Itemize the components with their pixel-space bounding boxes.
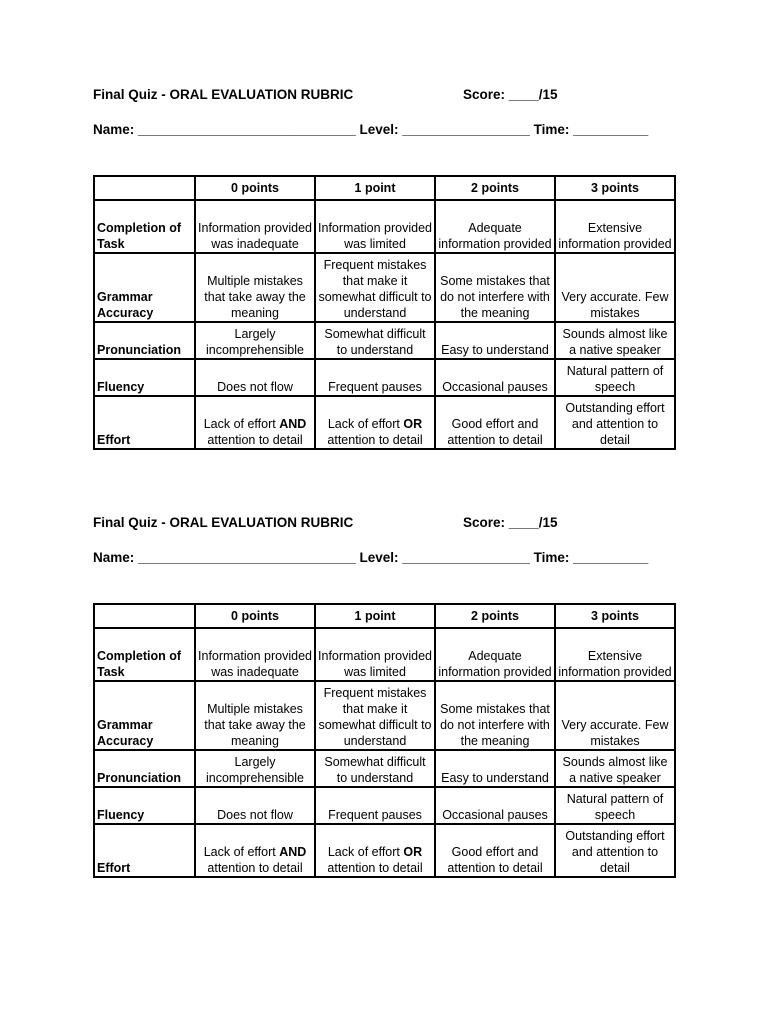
table-cell: Natural pattern of speech bbox=[555, 359, 675, 396]
header-cell-blank bbox=[94, 176, 195, 200]
table-row bbox=[94, 824, 675, 877]
row-label: Effort bbox=[94, 396, 195, 449]
table-cell: Does not flow bbox=[195, 787, 315, 824]
table-cell: Extensive information provided bbox=[555, 200, 675, 253]
header-cell-2-points: 2 points bbox=[435, 176, 555, 200]
table-cell: Natural pattern of speech bbox=[555, 787, 675, 824]
cell-text: Lack of effort bbox=[203, 417, 280, 431]
name-level-time-line: Name: _____________________________ Level: _________________ Time: __________ bbox=[93, 122, 649, 137]
table-cell: Information provided was limited bbox=[315, 200, 435, 253]
table-row bbox=[94, 628, 675, 681]
header-cell-3-points: 3 points bbox=[555, 176, 675, 200]
header-cell-0-points: 0 points bbox=[195, 604, 315, 628]
table-cell: Frequent pauses bbox=[315, 359, 435, 396]
row-label: Fluency bbox=[94, 359, 195, 396]
table-row bbox=[94, 359, 675, 396]
table-cell: Extensive information provided bbox=[555, 628, 675, 681]
table-cell: Very accurate. Few mistakes bbox=[555, 253, 675, 322]
table-cell: Easy to understand bbox=[435, 750, 555, 787]
cell-emphasis: AND bbox=[279, 845, 307, 859]
table-cell: Adequate information provided bbox=[435, 628, 555, 681]
table-row bbox=[94, 200, 675, 253]
cell-text: Lack of effort bbox=[327, 845, 404, 859]
score-field: Score: ____/15 bbox=[463, 515, 558, 530]
header-line bbox=[93, 515, 676, 535]
row-label: Grammar Accuracy bbox=[94, 681, 195, 750]
table-row bbox=[94, 787, 675, 824]
name-level-time-line: Name: _____________________________ Level: _________________ Time: __________ bbox=[93, 550, 649, 565]
cell-text: attention to detail bbox=[327, 861, 423, 875]
table-cell: Occasional pauses bbox=[435, 787, 555, 824]
table-cell: Frequent mistakes that make it somewhat difficult to understand bbox=[315, 253, 435, 322]
table-cell: Good effort and attention to detail bbox=[435, 396, 555, 449]
cell-emphasis: OR bbox=[403, 417, 423, 431]
table-cell bbox=[195, 824, 315, 877]
rubric-table bbox=[93, 603, 676, 878]
table-cell bbox=[195, 396, 315, 449]
header-cell-1-point: 1 point bbox=[315, 176, 435, 200]
table-row bbox=[94, 681, 675, 750]
rubric-sheet-2 bbox=[93, 515, 676, 875]
cell-text: attention to detail bbox=[207, 433, 303, 447]
table-row bbox=[94, 322, 675, 359]
row-label: Effort bbox=[94, 824, 195, 877]
table-cell bbox=[315, 824, 435, 877]
row-label: Grammar Accuracy bbox=[94, 253, 195, 322]
quiz-title: Final Quiz - ORAL EVALUATION RUBRIC bbox=[93, 87, 354, 102]
table-cell: Outstanding effort and attention to detail bbox=[555, 824, 675, 877]
rubric-sheet-1 bbox=[93, 87, 676, 447]
header-row bbox=[94, 604, 675, 628]
header-line bbox=[93, 87, 676, 107]
table-cell: Sounds almost like a native speaker bbox=[555, 322, 675, 359]
header-cell-1-point: 1 point bbox=[315, 604, 435, 628]
header-cell-2-points: 2 points bbox=[435, 604, 555, 628]
header-row bbox=[94, 176, 675, 200]
table-row bbox=[94, 253, 675, 322]
row-label: Pronunciation bbox=[94, 322, 195, 359]
row-label: Pronunciation bbox=[94, 750, 195, 787]
cell-text: Lack of effort bbox=[327, 417, 404, 431]
cell-text: Lack of effort bbox=[203, 845, 280, 859]
table-cell: Multiple mistakes that take away the meaning bbox=[195, 681, 315, 750]
table-cell: Information provided was inadequate bbox=[195, 628, 315, 681]
table-cell: Frequent pauses bbox=[315, 787, 435, 824]
table-cell: Information provided was inadequate bbox=[195, 200, 315, 253]
table-row bbox=[94, 750, 675, 787]
header-cell-3-points: 3 points bbox=[555, 604, 675, 628]
table-cell bbox=[315, 396, 435, 449]
table-cell: Adequate information provided bbox=[435, 200, 555, 253]
rubric-table bbox=[93, 175, 676, 450]
table-cell: Some mistakes that do not interfere with the meaning bbox=[435, 681, 555, 750]
table-cell: Sounds almost like a native speaker bbox=[555, 750, 675, 787]
table-cell: Information provided was limited bbox=[315, 628, 435, 681]
header-cell-blank bbox=[94, 604, 195, 628]
table-cell: Good effort and attention to detail bbox=[435, 824, 555, 877]
cell-text: attention to detail bbox=[207, 861, 303, 875]
table-cell: Somewhat difficult to understand bbox=[315, 750, 435, 787]
score-field: Score: ____/15 bbox=[463, 87, 558, 102]
table-cell: Occasional pauses bbox=[435, 359, 555, 396]
cell-text: attention to detail bbox=[327, 433, 423, 447]
row-label: Fluency bbox=[94, 787, 195, 824]
row-label: Completion of Task bbox=[94, 628, 195, 681]
cell-emphasis: AND bbox=[279, 417, 307, 431]
table-cell: Does not flow bbox=[195, 359, 315, 396]
header-cell-0-points: 0 points bbox=[195, 176, 315, 200]
table-cell: Multiple mistakes that take away the meaning bbox=[195, 253, 315, 322]
cell-emphasis: OR bbox=[403, 845, 423, 859]
table-cell: Very accurate. Few mistakes bbox=[555, 681, 675, 750]
row-label: Completion of Task bbox=[94, 200, 195, 253]
table-cell: Easy to understand bbox=[435, 322, 555, 359]
table-row bbox=[94, 396, 675, 449]
table-cell: Somewhat difficult to understand bbox=[315, 322, 435, 359]
table-cell: Some mistakes that do not interfere with the meaning bbox=[435, 253, 555, 322]
table-cell: Largely incomprehensible bbox=[195, 322, 315, 359]
quiz-title: Final Quiz - ORAL EVALUATION RUBRIC bbox=[93, 515, 354, 530]
table-cell: Frequent mistakes that make it somewhat difficult to understand bbox=[315, 681, 435, 750]
table-cell: Largely incomprehensible bbox=[195, 750, 315, 787]
table-cell: Outstanding effort and attention to detail bbox=[555, 396, 675, 449]
